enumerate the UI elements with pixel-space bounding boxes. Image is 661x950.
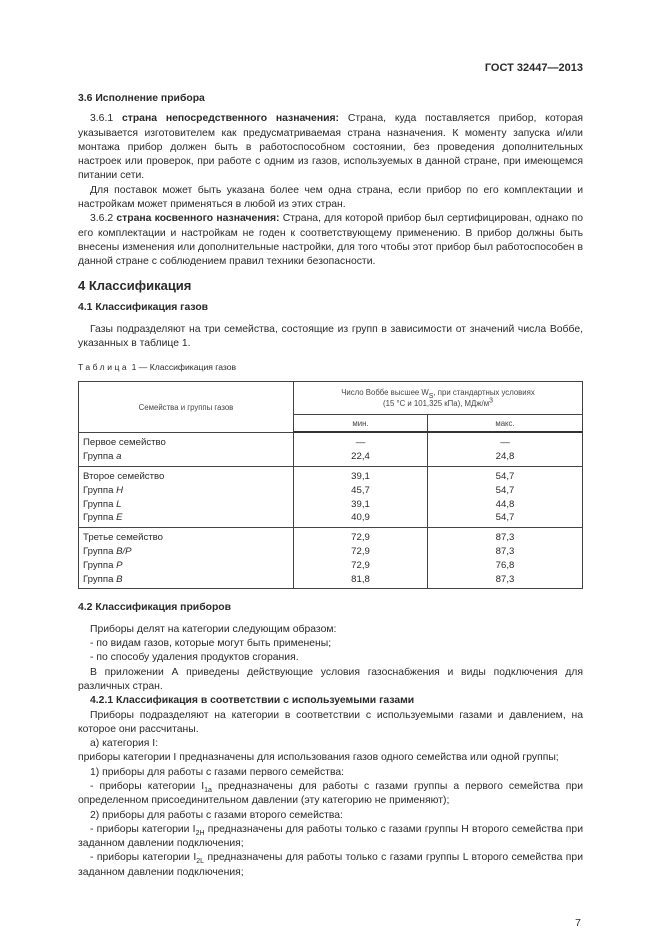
table-caption — [78, 361, 583, 373]
table-row-group — [79, 432, 583, 466]
paragraph-3-6-1 — [78, 112, 583, 183]
list-item: - приборы категории $I_{1a}$ предназначены для работы с газами группы а первого семейства при определенном присоединительном давлении (эту категорию не применяют); — [78, 780, 583, 807]
definition: Страна, куда поставляется прибор, которая указывается изготовителем как предусматриваемая страна назначения. К моменту запуска и/или монтажа прибор должен быть в работоспособном состоянии, без проведения дополнительных настроек или проверок, при работе с одним из газов, используемых в данной стране, при имеющемся питании сети. — [78, 113, 584, 182]
value: 87,3 — [495, 546, 515, 558]
page-content — [78, 0, 583, 950]
value: 54,7 — [495, 471, 515, 483]
subsection-heading: 4.1 Классификация газов — [78, 301, 209, 313]
clause-number: 3.6.2 — [90, 213, 114, 225]
gas-name: Первое семейство — [83, 436, 166, 448]
table-cell-max — [428, 467, 583, 528]
value: 72,9 — [351, 559, 370, 571]
table-cell-min — [294, 432, 428, 466]
value: — — [355, 437, 366, 449]
list-item: а) категория I: — [90, 738, 159, 750]
table-row-group — [79, 528, 583, 589]
column-header-wobbe: Число Воббе высшее $W_S$, при стандартных условиях (15 °С и 101,325 кПа), МДж/$м^3$ — [294, 382, 583, 415]
section-heading: 4 Классификация — [78, 277, 192, 293]
gas-name: Второе семейство — [83, 471, 165, 483]
column-header-families: Семейства и группы газов — [79, 382, 294, 433]
paragraph: Газы подразделяют на три семейства, состоящие из групп в зависимости от значений числа Воббе, указанных в таблице 1. — [78, 323, 583, 350]
gas-name: Группа B/P — [83, 546, 132, 558]
subsection-heading: 4.2.1 Классификация в соответствии с используемыми газами — [90, 695, 415, 707]
clause-number: 3.6.1 — [90, 113, 114, 125]
value: 40,9 — [351, 512, 370, 524]
value: 44,8 — [495, 498, 515, 510]
value: 22,4 — [351, 451, 370, 463]
table-cell-max — [428, 528, 583, 589]
definition: Страна, для которой прибор был сертифицирован, однако по его комплектации и настройкам не годен к соответствующему применению. В прибор должны быть внесены изменения или дополнительные настройки, для того чтобы этот прибор был работоспособен в данной стране с соблюдением правил техники безопасности. — [78, 213, 584, 268]
list-item: - по видам газов, которые могут быть применены; — [90, 638, 332, 650]
value: 81,8 — [351, 573, 370, 585]
gas-name: Группа P — [83, 559, 123, 571]
section-4 — [78, 278, 583, 352]
value: 72,9 — [351, 532, 370, 544]
gas-name: Группа L — [83, 498, 122, 510]
value: 76,8 — [495, 559, 515, 571]
table-cell-names — [79, 528, 294, 589]
column-header-max: макс. — [428, 415, 583, 433]
value: — — [500, 437, 510, 449]
gas-name: Группа B — [83, 573, 123, 585]
table-cell-names — [79, 467, 294, 528]
gas-name: Группа E — [83, 512, 123, 524]
value: 54,7 — [495, 484, 515, 496]
value: 54,7 — [495, 512, 515, 524]
page-number: 7 — [575, 917, 581, 930]
list-item: - приборы категории $I_{2H}$ предназначены для работы только с газами группы Н второго семейства при заданном давлении подключения; — [78, 823, 583, 850]
value: 39,1 — [351, 471, 370, 483]
paragraph: Приборы подразделяют на категории в соответствии с используемыми газами и давлением, на которое они рассчитаны. — [78, 709, 583, 735]
paragraph-3-6-2 — [78, 212, 583, 269]
caption-label: Таблица — [78, 362, 130, 373]
list-item: 2) приборы для работы с газами второго семейства: — [90, 809, 343, 821]
term: страна непосредственного назначения: — [121, 113, 340, 125]
document-id: ГОСТ 32447—2013 — [484, 62, 583, 74]
paragraph: приборы категории I предназначены для использования газов одного семейства или одной группы; — [78, 752, 559, 764]
term: страна косвенного назначения: — [116, 213, 280, 225]
gas-classification-table — [78, 381, 583, 589]
table-cell-max — [428, 432, 583, 466]
paragraph: Для поставок может быть указана более чем одна страна, если прибор по его комплектации и настройкам может применяться в любой из этих стран. — [78, 184, 583, 211]
caption-text: 1 — Классификация газов — [131, 362, 237, 373]
value: 45,7 — [351, 484, 370, 496]
value: 24,8 — [495, 451, 515, 463]
subsection-heading: 4.2 Классификация приборов — [78, 602, 232, 614]
list-item: - приборы категории $I_{2L}$ предназначены для работы только с газами группы L второго семейства при заданном давлении подключения; — [78, 852, 583, 878]
value: 72,9 — [351, 546, 370, 558]
gas-name: Группа H — [83, 484, 124, 496]
section-heading: 3.6 Исполнение прибора — [78, 93, 205, 104]
section-4-2 — [78, 601, 583, 880]
table-cell-min — [294, 528, 428, 589]
table-row-group — [79, 467, 583, 528]
value: 87,3 — [495, 532, 515, 544]
gas-name: Группа a — [83, 450, 122, 462]
gas-name: Третье семейство — [83, 532, 164, 544]
paragraph: Приборы делят на категории следующим образом: — [90, 623, 337, 635]
value: 87,3 — [495, 573, 515, 585]
column-header-min: мин. — [294, 415, 428, 433]
list-item: - по способу удаления продуктов сгорания. — [90, 652, 299, 664]
table-cell-names — [79, 432, 294, 466]
list-item: 1) приборы для работы с газами первого семейства: — [90, 766, 345, 778]
paragraph: В приложении А приведены действующие условия газоснабжения и виды подключения для различных стран. — [78, 666, 583, 692]
table-cell-min — [294, 467, 428, 528]
section-3-6 — [78, 92, 583, 270]
value: 39,1 — [351, 498, 370, 510]
